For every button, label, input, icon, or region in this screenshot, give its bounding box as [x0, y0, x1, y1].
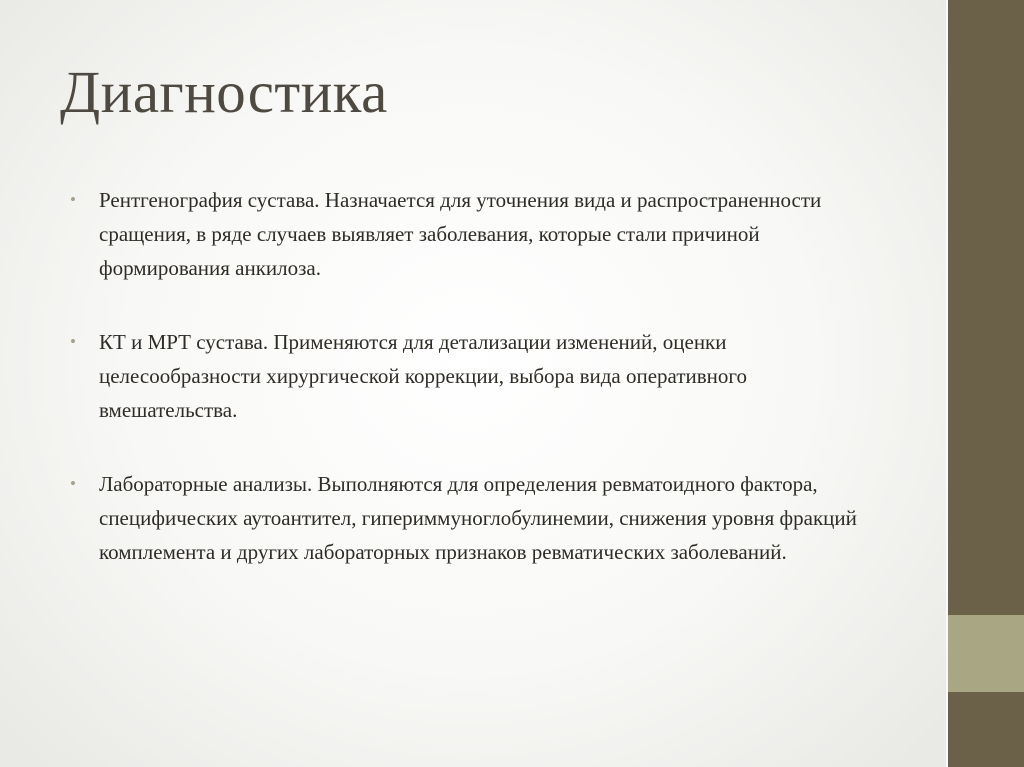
bullet-item-xray — [70, 183, 870, 285]
slide-title: Диагностика — [60, 59, 388, 125]
bullet-text: Рентгенография сустава. Назначается для уточнения вида и распространенности сращения, в ряде случаев выявляет заболевания, которые стали причиной формирования анкилоза. — [99, 188, 822, 280]
bullet-item-lab-tests — [70, 467, 870, 569]
bullet-item-ct-mri — [70, 325, 870, 427]
bullet-icon: • — [70, 190, 76, 209]
bullet-text: Лабораторные анализы. Выполняются для определения ревматоидного фактора, специфических аутоантител, гипериммуноглобулинемии, снижения уровня фракций комплемента и других лабораторных признаков ревматических заболеваний. — [99, 472, 857, 564]
bullet-list — [70, 183, 870, 609]
bullet-icon: • — [70, 474, 76, 493]
decorative-sidebar-accent — [948, 615, 1024, 692]
bullet-text: КТ и МРТ сустава. Применяются для детализации изменений, оценки целесообразности хирургической коррекции, выбора вида оперативного вмешательства. — [99, 330, 747, 422]
bullet-icon: • — [70, 332, 76, 351]
